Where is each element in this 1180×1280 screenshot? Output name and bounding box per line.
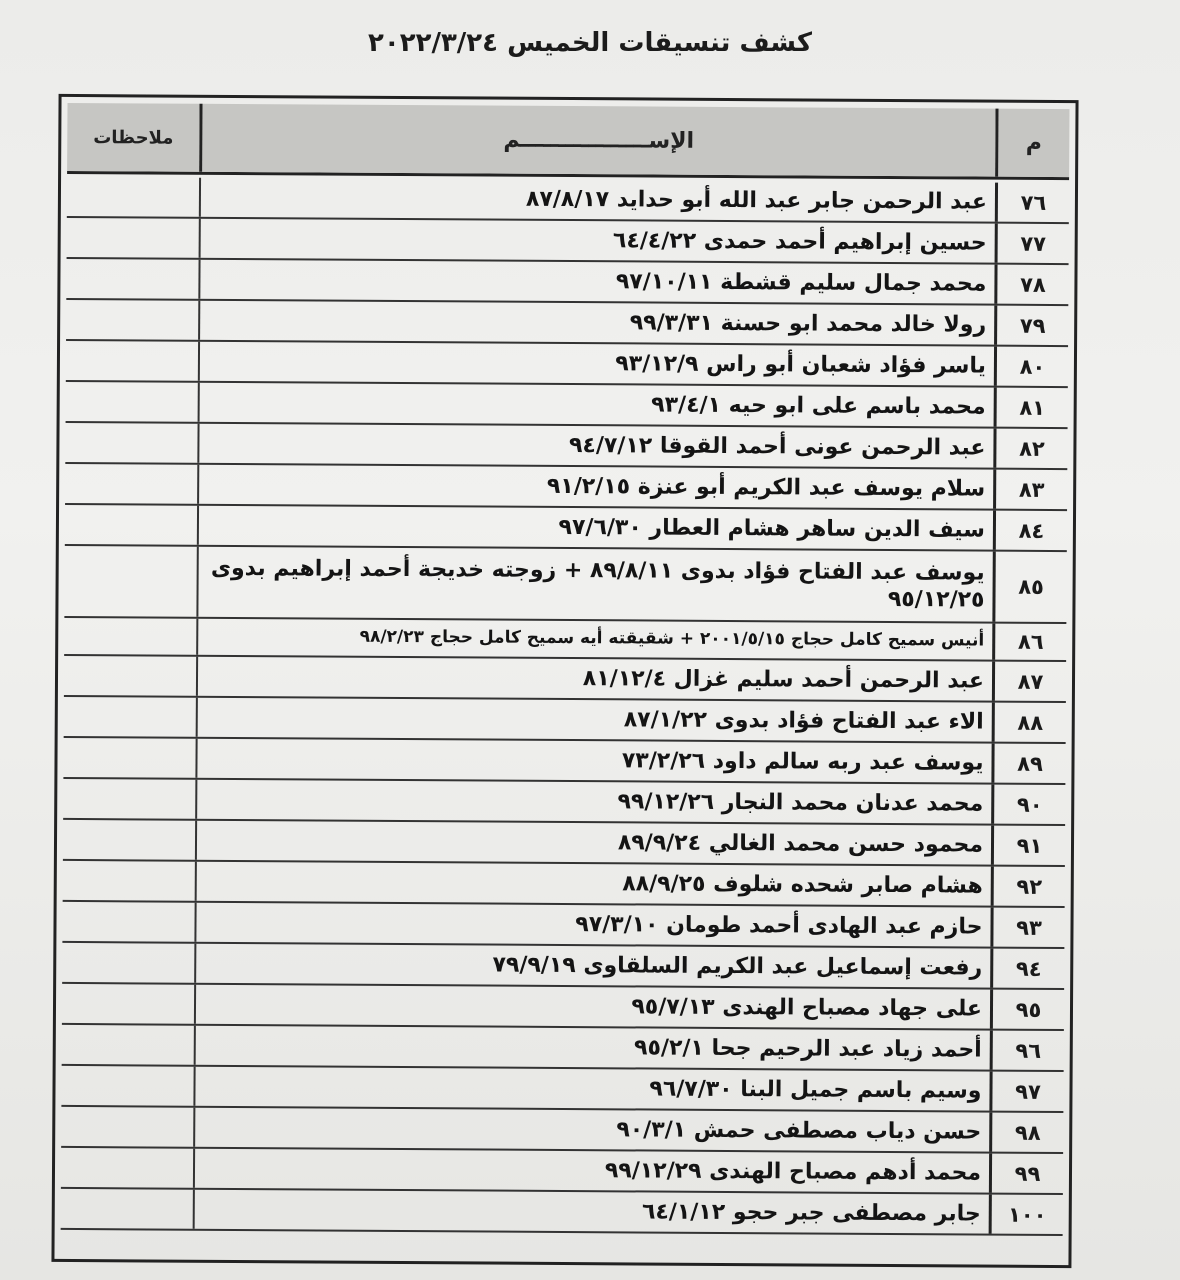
- table-row: [66, 300, 1068, 347]
- row-number: ٨٣: [993, 470, 1067, 509]
- row-notes: [65, 505, 197, 545]
- row-name: جابر مصطفى جبر حجو ٦٤/١/١٢: [193, 1190, 989, 1234]
- row-number: ٧٩: [994, 306, 1068, 345]
- row-notes: [62, 902, 194, 942]
- table-row: [61, 1107, 1063, 1154]
- row-name: محمد أدهم مصباح الهندى ٩٩/١٢/٢٩: [193, 1149, 989, 1193]
- row-name: وسيم باسم جميل البنا ٩٦/٧/٣٠: [193, 1067, 989, 1111]
- row-name: رفعت إسماعيل عبد الكريم السلقاوى ٧٩/٩/١٩: [194, 944, 990, 988]
- row-name: محمود حسن محمد الغالي ٨٩/٩/٢٤: [195, 821, 991, 865]
- document-title: كشف تنسيقات الخميس ٢٠٢٢/٣/٢٤: [367, 28, 813, 58]
- table-row: [67, 177, 1069, 224]
- row-number: ٩٩: [989, 1154, 1063, 1193]
- row-name: هشام صابر شحده شلوف ٨٨/٩/٢٥: [195, 862, 991, 906]
- table-row: [66, 341, 1068, 388]
- row-notes: [61, 1148, 193, 1188]
- table-row: [65, 423, 1067, 470]
- row-notes: [62, 943, 194, 983]
- row-number: ٩١: [991, 826, 1065, 865]
- row-name: سلام يوسف عبد الكريم أبو عنزة ٩١/٢/١٥: [197, 465, 993, 509]
- row-name: أحمد زياد عبد الرحيم جحا ٩٥/٢/١: [194, 1026, 990, 1070]
- table-row: [66, 382, 1068, 429]
- row-name: يوسف عبد ربه سالم داود ٧٣/٢/٢٦: [195, 739, 991, 783]
- row-notes: [66, 382, 198, 422]
- row-notes: [63, 779, 195, 819]
- row-name: حازم عبد الهادى أحمد طومان ٩٧/٣/١٠: [194, 903, 990, 947]
- row-name: سيف الدين ساهر هشام العطار ٩٧/٦/٣٠: [197, 506, 993, 550]
- row-name: ياسر فؤاد شعبان أبو راس ٩٣/١٢/٩: [198, 342, 994, 386]
- table-row: [64, 618, 1066, 662]
- table-row: [62, 902, 1064, 949]
- names-table: [51, 94, 1078, 1268]
- row-notes: [61, 1066, 193, 1106]
- table-row: [66, 259, 1068, 306]
- row-notes: [64, 618, 196, 655]
- table-row: [67, 218, 1069, 265]
- row-name: محمد جمال سليم قشطة ٩٧/١٠/١١: [198, 260, 994, 304]
- row-notes: [62, 1025, 194, 1065]
- row-number: ٩٠: [991, 785, 1065, 824]
- table-row: [63, 861, 1065, 908]
- row-number: ٨٢: [993, 429, 1067, 468]
- row-notes: [64, 656, 196, 696]
- row-notes: [61, 1107, 193, 1147]
- row-name: عبد الرحمن جابر عبد الله أبو حدايد ٨٧/٨/١٧: [199, 178, 995, 222]
- row-number: ٩٣: [990, 908, 1064, 947]
- table-row: [62, 984, 1064, 1031]
- table-row: [61, 1189, 1063, 1236]
- row-name: يوسف عبد الفتاح فؤاد بدوى ٨٩/٨/١١ + زوجته خديجة أحمد إبراهيم بدوى ٩٥/١٢/٢٥: [196, 547, 992, 622]
- row-name: عبد الرحمن عونى أحمد القوقا ٩٤/٧/١٢: [197, 424, 993, 468]
- row-notes: [66, 341, 198, 381]
- row-name: الاء عبد الفتاح فؤاد بدوى ٨٧/١/٢٢: [196, 698, 992, 742]
- header-notes: ملاحظات: [67, 103, 199, 172]
- row-number: ٨٤: [993, 511, 1067, 550]
- row-notes: [64, 546, 196, 617]
- table-row: [63, 738, 1065, 785]
- row-number: ٨٨: [992, 703, 1066, 742]
- row-number: ٨٥: [992, 552, 1066, 622]
- row-number: ٧٨: [994, 265, 1068, 304]
- row-number: ٩٥: [990, 990, 1064, 1029]
- row-number: ٨٧: [992, 662, 1066, 701]
- row-name: رولا خالد محمد ابو حسنة ٩٩/٣/٣١: [198, 301, 994, 345]
- header-name: الإســـــــــــــــــم: [199, 104, 995, 177]
- row-number: ٨٩: [991, 744, 1065, 783]
- row-notes: [64, 697, 196, 737]
- row-number: ٩٧: [989, 1072, 1063, 1111]
- row-number: ١٠٠: [989, 1195, 1063, 1234]
- row-notes: [62, 984, 194, 1024]
- row-notes: [65, 423, 197, 463]
- row-name: حسين إبراهيم أحمد حمدى ٦٤/٤/٢٢: [199, 219, 995, 263]
- table-row: [62, 1025, 1064, 1072]
- row-name: على جهاد مصباح الهندى ٩٥/٧/١٣: [194, 985, 990, 1029]
- row-number: ٩٢: [991, 867, 1065, 906]
- row-notes: [67, 218, 199, 258]
- table-row: [64, 697, 1066, 744]
- table-row: [63, 779, 1065, 826]
- table-row: [65, 505, 1067, 552]
- row-name: محمد عدنان محمد النجار ٩٩/١٢/٢٦: [195, 780, 991, 824]
- row-number: ٩٤: [990, 949, 1064, 988]
- row-number: ٧٦: [995, 183, 1069, 222]
- row-notes: [67, 177, 199, 217]
- row-notes: [63, 861, 195, 901]
- row-notes: [63, 738, 195, 778]
- table-row: [64, 546, 1066, 624]
- table-row: [62, 943, 1064, 990]
- row-notes: [65, 464, 197, 504]
- table-body: [61, 177, 1069, 1236]
- row-notes: [61, 1189, 193, 1229]
- row-name: عبد الرحمن أحمد سليم غزال ٨١/١٢/٤: [196, 657, 992, 701]
- header-number: م: [995, 109, 1069, 177]
- table-row: [63, 820, 1065, 867]
- row-number: ٩٨: [989, 1113, 1063, 1152]
- row-name: محمد باسم على ابو حيه ٩٣/٤/١: [198, 383, 994, 427]
- row-notes: [66, 300, 198, 340]
- row-number: ٨٦: [992, 624, 1066, 660]
- row-number: ٨١: [994, 388, 1068, 427]
- table-row: [61, 1066, 1063, 1113]
- row-name: حسن دياب مصطفى حمش ٩٠/٣/١: [193, 1108, 989, 1152]
- row-name: أنيس سميح كامل حجاج ٢٠٠١/٥/١٥ + شقيقته أيه سميح كامل حجاج ٩٨/٢/٢٣: [196, 619, 992, 660]
- row-notes: [63, 820, 195, 860]
- table-row: [61, 1148, 1063, 1195]
- row-number: ٨٠: [994, 347, 1068, 386]
- row-number: ٧٧: [995, 224, 1069, 263]
- row-number: ٩٦: [990, 1031, 1064, 1070]
- table-header: [67, 103, 1069, 180]
- row-notes: [66, 259, 198, 299]
- table-row: [65, 464, 1067, 511]
- table-row: [64, 656, 1066, 703]
